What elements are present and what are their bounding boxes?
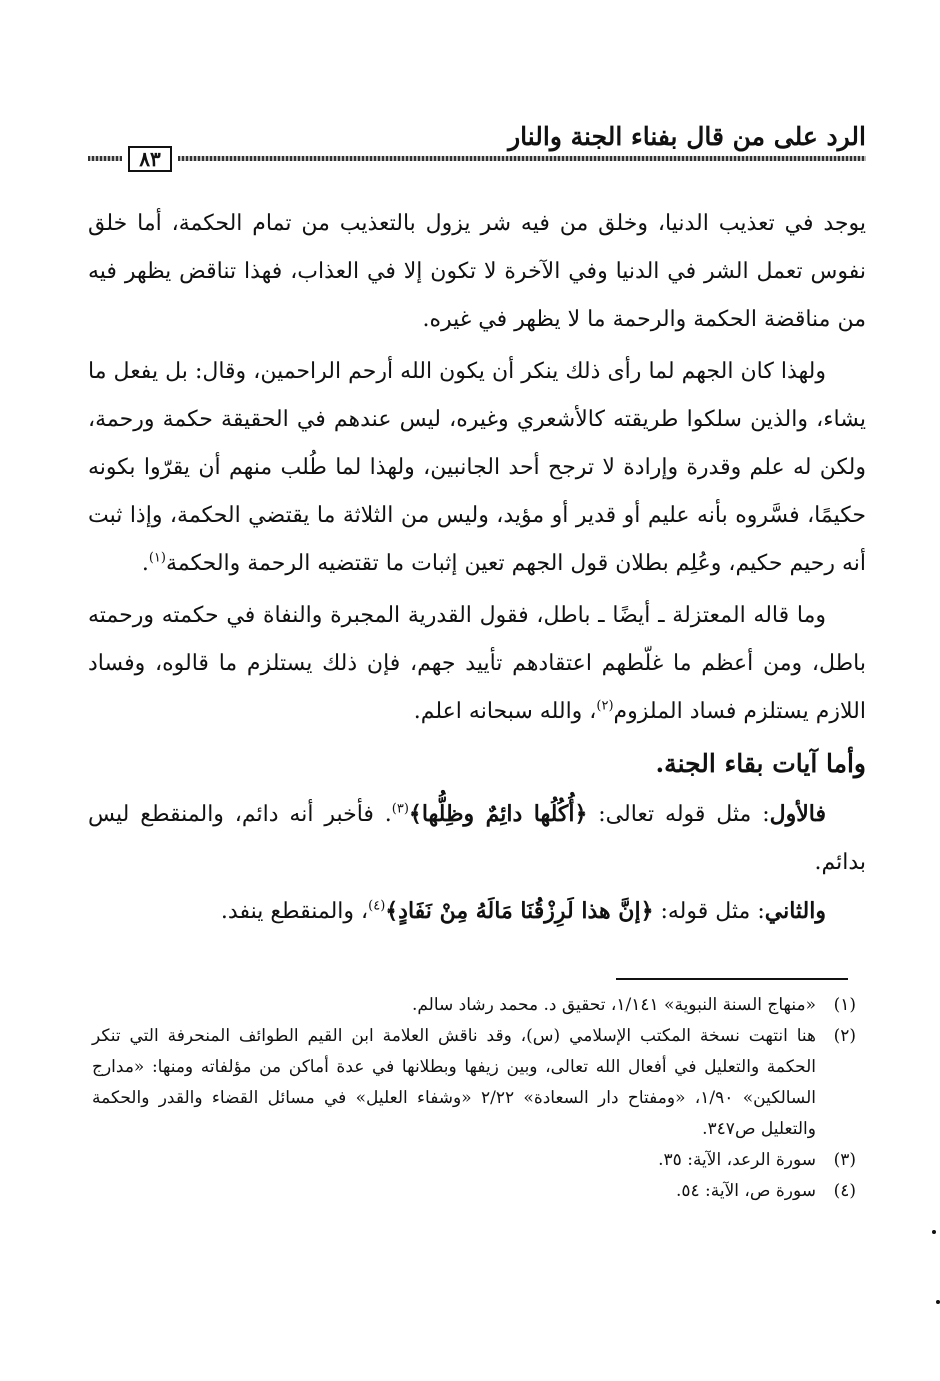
scan-speck [932, 1230, 936, 1234]
footnote-ref-1: (١) [148, 550, 166, 566]
footnote-1 [92, 990, 856, 1021]
paragraph-first [88, 790, 866, 887]
footnote-number: (٢) [833, 1026, 856, 1046]
scan-speck [936, 1300, 940, 1304]
footnote-number: (٤) [833, 1181, 856, 1201]
footnote-text: هنا انتهت نسخة المكتب الإسلامي (س)، وقد ناقش العلامة ابن القيم الطوائف المنحرفة التي تنكر الحكمة والتعليل في أفعال الله تعالى، وبين زيفها وبطلانها في عدة أماكن من مؤلفاته ومنها: «مدارج السالكين» ١/٩٠، «ومفتاح دار السعادة» ٢/٢٢ «وشفاء العليل» في مسائل القضاء والقدر والحكمة والتعليل ص٣٤٧. [92, 1026, 817, 1139]
section-heading: وأما آيات بقاء الجنة. [655, 749, 866, 778]
footnote-3 [92, 1145, 856, 1176]
page-number: ٨٣ [128, 146, 172, 172]
footnote-ref-3: (٣) [391, 801, 409, 817]
footnote-4 [92, 1176, 856, 1207]
footnote-ref-4: (٤) [368, 898, 386, 914]
header-rule-left [88, 156, 122, 161]
paragraph-3-end: ، والله سبحانه اعلم. [413, 699, 597, 724]
first-label: فالأول [769, 801, 826, 827]
footnote-ref-2: (٢) [596, 698, 614, 714]
main-text [88, 200, 866, 936]
footnote-2 [92, 1021, 856, 1145]
paragraph-1: يوجد في تعذيب الدنيا، وخلق من فيه شر يزول بالتعذيب من تمام الحكمة، أما خلق نفوس تعمل الشر في الدنيا وفي الآخرة لا تكون إلا في العذاب، فهذا تناقض يظهر فيه من مناقضة الحكمة والرحمة ما لا يظهر في غيره. [88, 211, 866, 332]
running-title: الرد على من قال بفناء الجنة والنار [508, 122, 866, 151]
footnote-separator [616, 978, 848, 980]
footnote-number: (٣) [833, 1150, 856, 1170]
paragraph-2-end: . [141, 551, 149, 576]
paragraph-3-text: وما قاله المعتزلة ـ أيضًا ـ باطل، فقول القدرية المجبرة والنفاة في حكمته ورحمته باطل، ومن أعظم ما غلّطهم اعتقادهم تأييد جهم، فإن ذلك يستلزم ما قالوه، وفساد اللازم يستلزم فساد الملزوم [88, 603, 866, 724]
paragraph-3 [88, 592, 866, 736]
paragraph-second [88, 887, 866, 936]
first-rest: . فأخبر أنه دائم، والمنقطع ليس بدائم. [88, 802, 866, 875]
paragraph-2-text: ولهذا كان الجهم لما رأى ذلك ينكر أن يكون الله أرحم الراحمين، وقال: بل يفعل ما يشاء، والذين سلكوا طريقته كالأشعري وغيره، ليس عندهم في الحقيقة حكمة ورحمة، ولكن له علم وقدرة وإرادة لا ترجح أحد الجانبين، ولهذا لما طُلب منهم أن يقرّوا بكونه حكيمًا، فسَّروه بأنه عليم أو قدير أو مؤيد، وليس من الثلاثة ما يقتضي الحكمة، وإذا ثبت أنه رحيم حكيم، وعُلِم بطلان قول الجهم تعين إثبات ما تقتضيه الرحمة والحكمة [88, 359, 866, 576]
footnote-text: سورة ص، الآية: ٥٤. [675, 1181, 816, 1201]
second-intro: : مثل قوله: [653, 899, 765, 924]
header-rule [178, 156, 866, 161]
page-header [88, 118, 866, 174]
first-intro: : مثل قوله تعالى: [587, 802, 770, 827]
second-label: والثاني [764, 898, 826, 924]
footnote-number: (١) [833, 995, 856, 1015]
footnote-text: سورة الرعد، الآية: ٣٥. [658, 1150, 816, 1170]
first-verse: ﴿أُكُلُها دائِمٌ وظِلُّها﴾ [408, 801, 588, 827]
second-verse: ﴿إنَّ هذا لَرِزْقُنَا مَالَهُ مِنْ نَفَادٍ﴾ [385, 898, 654, 924]
paragraph-2 [88, 348, 866, 588]
footnote-text: «منهاج السنة النبوية» ١/١٤١، تحقيق د. محمد رشاد سالم. [411, 995, 816, 1015]
second-rest: ، والمنقطع ينفد. [220, 899, 369, 924]
footnotes [92, 990, 856, 1207]
